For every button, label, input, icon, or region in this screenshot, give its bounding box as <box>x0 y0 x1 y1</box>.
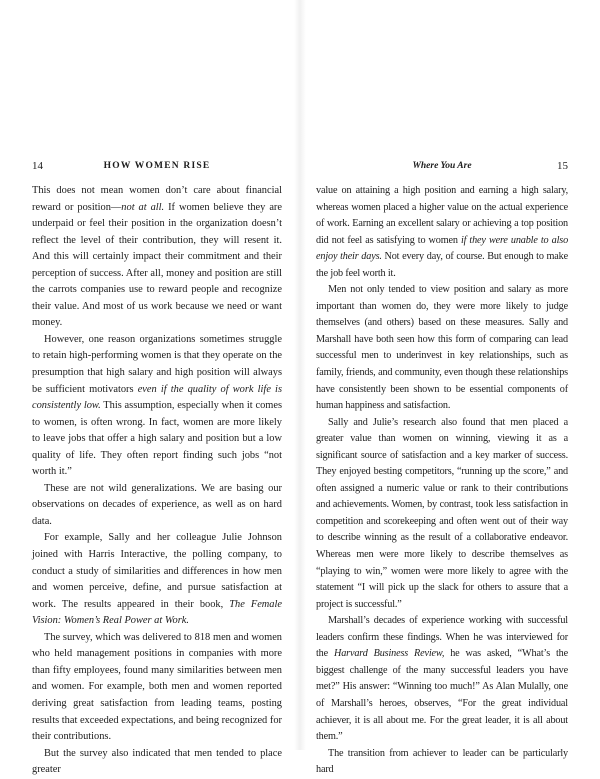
text-run: However, one reason organizations sometimes struggle to retain high-performing women is that they operate on the presumption that high salary and high position will always be sufficient motivators <box>32 333 282 395</box>
text-run: Marshall’s decades of experience working with successful leaders confirm these findings. When he was interviewed for the <box>316 615 568 660</box>
text-run: The transition from achiever to leader can be particularly hard <box>316 747 568 776</box>
text-run: If women believe they are underpaid or feel their position in the organization doesn’t reflect the level of their contribution, they will resent it. And this will certainly impact their commitment and their perception of success. After all, money and position are still the carrots companies use to reward people and recognize their value. And most of us work because we need or want money. <box>32 201 282 329</box>
text-run: These are not wild generalizations. We are basing our observations on decades of experience, as well as on hard data. <box>32 482 282 527</box>
text-run: value on attaining a high position and earning a high salary, whereas women placed a higher value on the actual experience of work. Earning an excellent salary or achieving a top position did not feel as satisfying to women <box>316 185 568 246</box>
paragraph <box>316 183 568 282</box>
paragraph <box>316 415 568 614</box>
text-run: Not every day, of course. But enough to make the job feel worth it. <box>316 251 568 279</box>
text-run: This does not mean women don’t care about financial reward or position— <box>32 185 282 213</box>
page-number: 14 <box>32 160 43 172</box>
left-page <box>0 0 300 776</box>
running-head: Where You Are <box>412 161 472 171</box>
text-run: This assumption, especially when it comes to women, is often wrong. In fact, women are more likely to leave jobs that offer a high salary and position but a low quality of life. They often report finding such jobs “not worth it.” <box>32 400 282 478</box>
italic-text: Harvard Business Review, <box>333 648 445 660</box>
right-page-header <box>316 159 568 173</box>
italic-text: not at all. <box>121 201 165 213</box>
italic-text: The Female Vision: Women’s Real Power at Work. <box>32 598 283 627</box>
paragraph <box>32 630 282 746</box>
paragraph <box>32 183 282 332</box>
paragraph <box>316 746 568 779</box>
running-head: HOW WOMEN RISE <box>103 161 211 171</box>
paragraph <box>32 481 282 531</box>
right-page-body <box>316 183 568 779</box>
text-run: he was asked, “What’s the biggest challenge of the many successful leaders you have met?” His answer: “Winning too much!” As Alan Mulally, one of Marshall’s heroes, observes, “For the great individual achiever, it is all about me. For the great leader, it is all about them.” <box>316 648 568 743</box>
paragraph <box>32 746 282 779</box>
text-run: Sally and Julie’s research also found that men placed a greater value than women on winning, viewing it as a significant source of satisfaction and a key marker of success. They enjoyed besting competitors, “running up the score,” and often assigned a numeric value or rank to their contributions and achievements. Women, by contrast, took less satisfaction in competition and scorekeeping and often went out of their way to describe winning as the result of a collaborative endeavor. Whereas men were more likely to describe themselves as “playing to win,” women were more likely to agree with the statement “I will pick up the slack for others to assure that a project is successful.” <box>316 416 568 610</box>
paragraph <box>32 530 282 629</box>
paragraph <box>316 613 568 745</box>
italic-text: even if the quality of work life is consistently low. <box>32 383 282 412</box>
text-run: The survey, which was delivered to 818 men and women who held management positions in companies with more than fifty employees, found many similarities between men and women. For example, both men and women reported deriving great satisfaction from leading teams, posting results that exceeded expectations, and being recognized for their contributions. <box>32 631 282 743</box>
italic-text: if they were unable to also enjoy their days. <box>316 234 569 263</box>
left-page-body <box>32 183 282 779</box>
text-run: Men not only tended to view position and salary as more important than women do, they were more likely to judge themselves (and others) based on these measures. Sally and Marshall have both seen how this form of comparing can lead successful men to underinvest in key relationships, such as family, friends, and community, even though these relationships have consistently been shown to be essential components of human happiness and satisfaction. <box>316 284 568 412</box>
text-run: For example, Sally and her colleague Julie Johnson joined with Harris Interactive, the polling company, to conduct a study of similarities and differences in how men and women perceive, define, and pursue satisfaction at work. The results appeared in their book, <box>32 532 282 610</box>
page-number: 15 <box>557 160 568 172</box>
text-run: But the survey also indicated that men tended to place greater <box>32 747 282 776</box>
left-page-header <box>32 159 282 173</box>
paragraph <box>32 332 282 481</box>
paragraph <box>316 282 568 414</box>
right-page <box>300 0 600 776</box>
